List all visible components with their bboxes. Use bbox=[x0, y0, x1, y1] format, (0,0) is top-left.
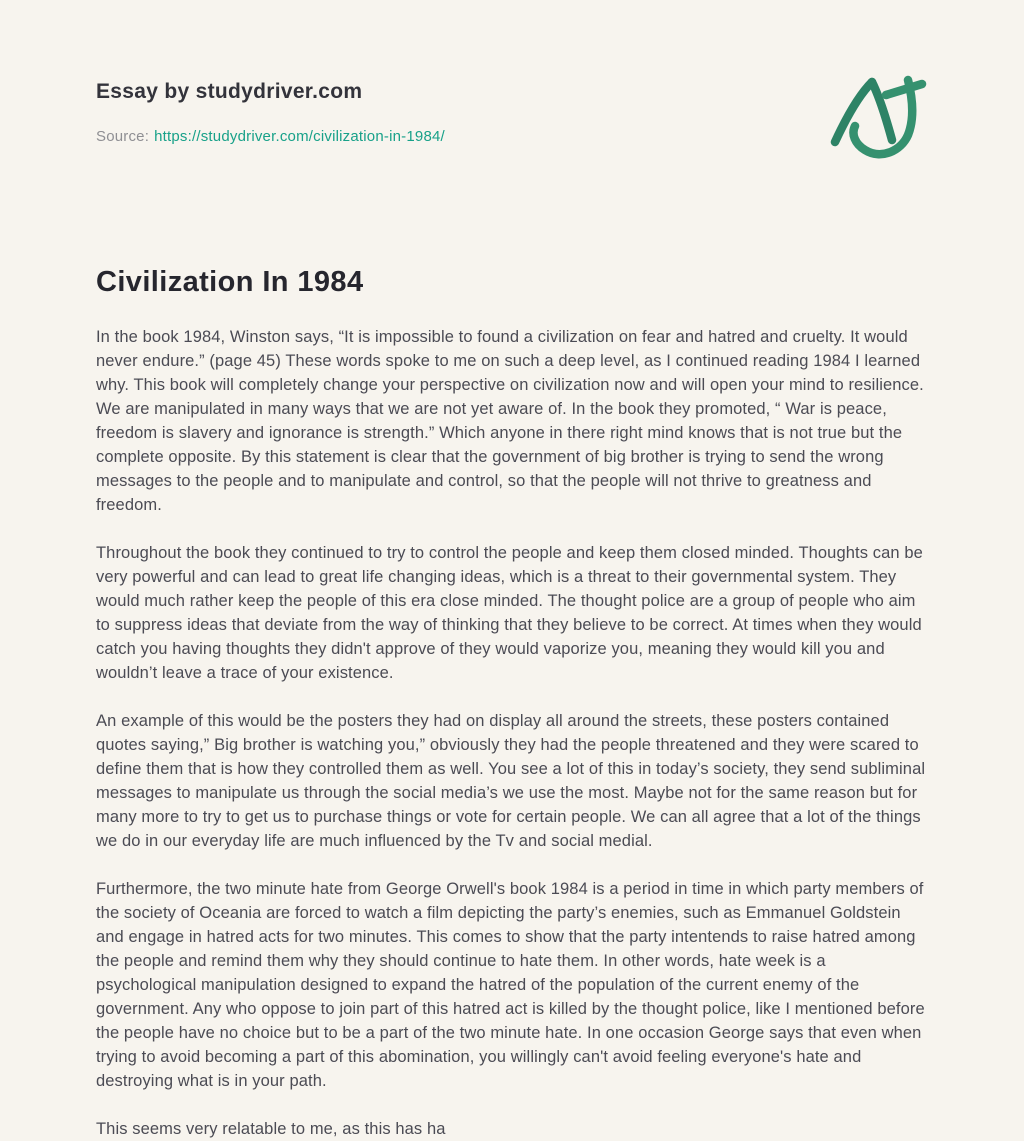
source-line bbox=[96, 128, 445, 145]
essay-paragraph: This seems very relatable to me, as this has ha bbox=[96, 1120, 446, 1138]
page-header bbox=[96, 72, 928, 164]
source-link[interactable]: https://studydriver.com/civilization-in-1984/ bbox=[154, 128, 445, 145]
essay-paragraph: Furthermore, the two minute hate from George Orwell's book 1984 is a period in time in which party members of the society of Oceania are forced to watch a film depicting the party’s enemies, such as Emmanuel Goldstein and engage in hatred acts for two minutes. This comes to show that the party intentends to raise hatred among the people and remind them why they should continue to hate them. In other words, hate week is a psychological manipulation designed to expand the hatred of the population of the current enemy of the government. Any who oppose to join part of this hatred act is killed by the thought police, like I mentioned before the people have no choice but to be a part of the two minute hate. In one occasion George says that even when trying to avoid becoming a part of this abomination, you willingly can't avoid feeling everyone's hate and destroying what is in your path. bbox=[96, 880, 925, 1090]
essay-paragraph: An example of this would be the posters they had on display all around the streets, these posters contained quotes saying,” Big brother is watching you,” obviously they had the people threatened and they were scared to define them that is how they controlled them as well. You see a lot of this in today’s society, they send subliminal messages to manipulate us through the social media’s we use the most. Maybe not for the same reason but for many more to try to get us to purchase things or vote for certain people. We can all agree that a lot of the things we do in our everyday life are much influenced by the Tv and social medial. bbox=[96, 712, 926, 850]
header-left bbox=[96, 72, 445, 145]
source-label: Source: bbox=[96, 128, 150, 145]
essay-paragraph: Throughout the book they continued to try to control the people and keep them closed minded. Thoughts can be very powerful and can lead to great life changing ideas, which is a threat to their governmental system. They would much rather keep the people of this era close minded. The thought police are a group of people who aim to suppress ideas that deviate from the way of thinking that they believe to be correct. At times when they would catch you having thoughts they didn't approve of they would vaporize you, meaning they would kill you and wouldn’t leave a trace of your existence. bbox=[96, 544, 923, 682]
studydriver-logo-icon bbox=[822, 72, 928, 164]
essay-body bbox=[96, 325, 928, 1141]
brand-title: Essay by studydriver.com bbox=[96, 80, 363, 103]
essay-title: Civilization In 1984 bbox=[96, 266, 364, 298]
essay-paragraph: In the book 1984, Winston says, “It is impossible to found a civilization on fear and hatred and cruelty. It would never endure.” (page 45) These words spoke to me on such a deep level, as I continued reading 1984 I learned why. This book will completely change your perspective on civilization now and will open your mind to resilience. We are manipulated in many ways that we are not yet aware of. In the book they promoted, “ War is peace, freedom is slavery and ignorance is strength.” Which anyone in there right mind knows that is not true but the complete opposite. By this statement is clear that the government of big brother is trying to send the wrong messages to the people and to manipulate and control, so that the people will not thrive to greatness and freedom. bbox=[96, 328, 924, 514]
